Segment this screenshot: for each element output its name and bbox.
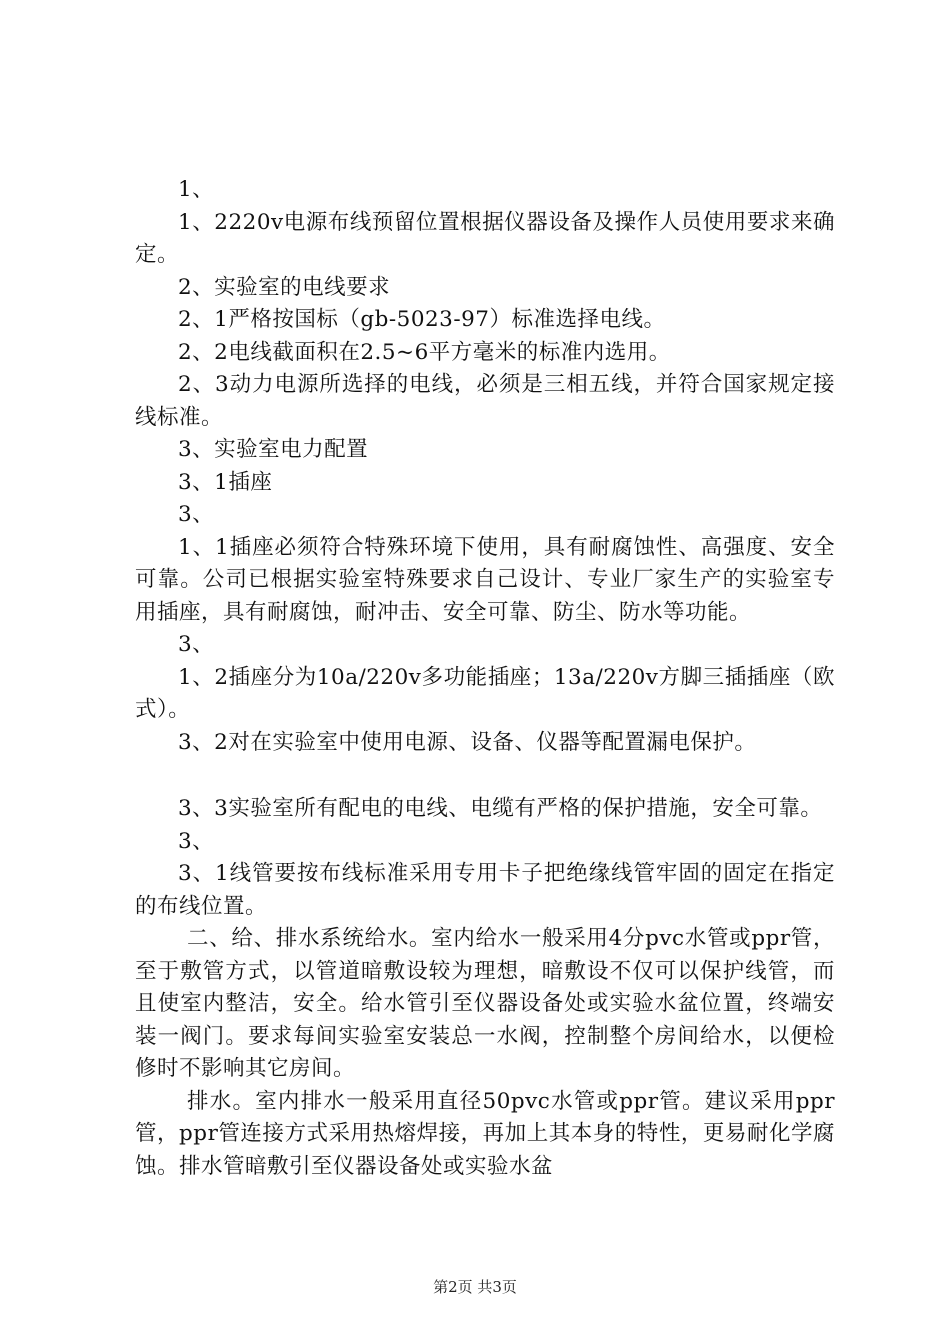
paragraph-15: 3、 (178, 828, 215, 854)
paragraph-10: 1、1插座必须符合特殊环境下使用，具有耐腐蚀性、高强度、安全可靠。公司已根据实验室特殊要求自己设计、专业厂家生产的实验室专用插座，具有耐腐蚀，耐冲击、安全可靠、防尘、防水等功能。 (135, 534, 835, 625)
paragraph-6: 2、3动力电源所选择的电线，必须是三相五线，并符合国家规定接线标准。 (135, 372, 835, 430)
paragraph-17: 二、给、排水系统给水。室内给水一般采用4分pvc水管或ppr管，至于敷管方式，以管道暗敷设较为理想，暗敷设不仅可以保护线管，而且使室内整洁，安全。给水管引至仪器设备处或实验水盆位置，终端安装一阀门。要求每间实验室安装总一水阀，控制整个房间给水，以便检修时不影响其它房间。 (135, 926, 835, 1081)
page-number-footer: 第2页 共3页 (433, 1278, 517, 1296)
paragraph-2: 1、2220v电源布线预留位置根据仪器设备及操作人员使用要求来确定。 (135, 209, 835, 267)
paragraph-5: 2、2电线截面积在2.5~6平方毫米的标准内选用。 (178, 339, 671, 365)
paragraph-12: 1、2插座分为10a/220v多功能插座；13a/220v方脚三插插座（欧式）。 (135, 664, 835, 722)
paragraph-4: 2、1严格按国标（gb-5023-97）标准选择电线。 (178, 307, 666, 332)
paragraph-11: 3、 (178, 632, 215, 657)
document-body (135, 174, 835, 1183)
paragraph-3: 2、实验室的电线要求 (178, 274, 391, 300)
paragraph-13: 3、2对在实验室中使用电源、设备、仪器等配置漏电保护。 (178, 729, 757, 755)
paragraph-9: 3、 (178, 502, 215, 527)
paragraph-7: 3、实验室电力配置 (178, 437, 369, 462)
paragraph-8: 3、1插座 (178, 469, 273, 495)
paragraph-18: 排水。室内排水一般采用直径50pvc水管或ppr管。建议采用ppr管，ppr管连接方式采用热熔焊接，再加上其本身的特性，更易耐化学腐蚀。排水管暗敷引至仪器设备处或实验水盆 (135, 1088, 835, 1179)
paragraph-14: 3、3实验室所有配电的电线、电缆有严格的保护措施，安全可靠。 (178, 796, 823, 821)
paragraph-16: 3、1线管要按布线标准采用专用卡子把绝缘线管牢固的固定在指定的布线位置。 (135, 861, 835, 919)
paragraph-1: 1、 (178, 177, 215, 202)
